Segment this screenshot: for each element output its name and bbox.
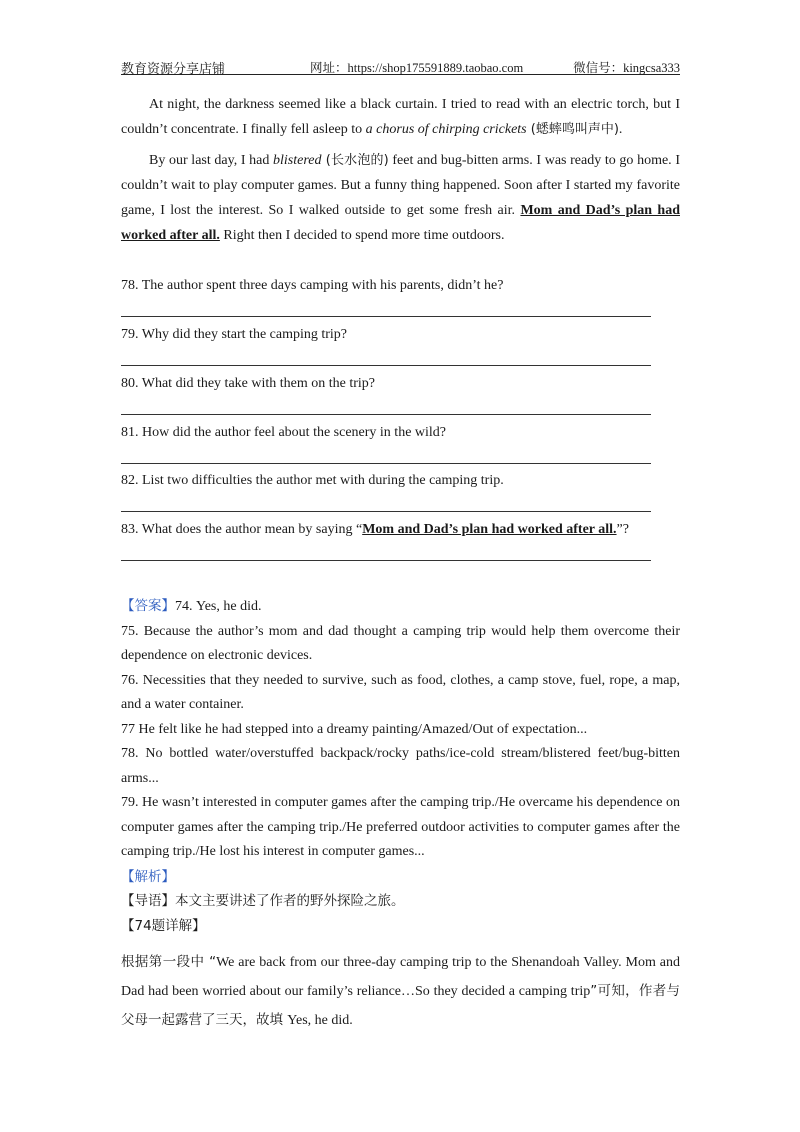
question-81: 81. How did the author feel about the scenery in the wild?	[121, 425, 447, 440]
question-83	[121, 520, 651, 540]
passage-italic-phrase: a chorus of chirping crickets	[365, 122, 527, 137]
passage-paragraph-last-day	[121, 148, 680, 248]
question-79: 79. Why did they start the camping trip?	[121, 327, 348, 342]
answer-74-text: 74. Yes, he did.	[175, 599, 262, 614]
answer-line-83	[121, 560, 651, 561]
answer-line-78	[121, 316, 651, 317]
detail-74-text	[121, 948, 680, 1035]
passage-chinese-gloss: (长水泡的)	[321, 153, 389, 168]
passage-text: At night, the darkness seemed like a black curtain. I tried to read with an electric torch, but I couldn’t concentrate. I finally fell asleep to	[121, 97, 680, 137]
answer-block	[121, 594, 680, 938]
answer-74	[121, 594, 680, 620]
header-url: 网址：https://shop175591889.taobao.com	[310, 61, 524, 75]
answer-line-81	[121, 463, 651, 464]
passage-key-sentence: Mom and Dad’s plan had worked after all.	[121, 203, 680, 243]
detail-answer: Yes, he did.	[287, 1013, 353, 1028]
question-78: 78. The author spent three days camping with his parents, didn’t he?	[121, 278, 504, 293]
passage-text: By our last day, I had	[149, 153, 274, 168]
question-82: 82. List two difficulties the author met with during the camping trip.	[121, 473, 504, 488]
detail-quote: We are back from our three-day camping trip to the Shenandoah Valley. Mom and Dad had been worried about our family’s reliance…So they decided a camping trip	[121, 955, 680, 999]
answer-79: 79. He wasn’t interested in computer games after the camping trip./He overcame his dependence on computer games after the camping trip./He preferred outdoor activities to computer games after the camping trip./He lost his interest in computer games...	[121, 795, 680, 859]
page-header	[121, 58, 680, 75]
guide-text: 【导语】本文主要讲述了作者的野外探险之旅。	[121, 893, 405, 909]
detail-text-cn-end: ”可知，作者与父母一起露营了三天，故填	[121, 983, 680, 1028]
detail-text-cn: 根据第一段中 “	[121, 954, 217, 970]
answer-76: 76. Necessities that they needed to survive, such as food, clothes, a camp stove, fuel, rope, a map, and a water container.	[121, 672, 680, 712]
passage-chinese-gloss: (蟋蟀鸣叫声中)	[526, 122, 619, 137]
passage-text: feet and bug-bitten arms. I was ready to go home. I couldn’t wait to play computer games. But a funny thing happened. Soon after I started my favorite game, I lost the interest. So I walked outside to get some fresh air.	[121, 153, 680, 218]
detail-74-label: 【74题详解】	[121, 917, 206, 934]
answer-77: 77 He felt like he had stepped into a dreamy painting/Amazed/Out of expectation...	[121, 721, 588, 737]
question-80: 80. What did they take with them on the trip?	[121, 376, 376, 391]
answer-label: 【答案】	[121, 598, 175, 614]
passage-italic-word: blistered	[273, 153, 322, 168]
answer-line-80	[121, 414, 651, 415]
passage-paragraph-night	[121, 92, 680, 142]
header-shop-name: 教育资源分享店铺	[121, 62, 226, 77]
question-83-text: 83. What does the author mean by saying “	[121, 522, 363, 537]
question-83-quote: Mom and Dad’s plan had worked after all.	[362, 522, 617, 537]
answer-line-82	[121, 511, 651, 512]
header-wechat: 微信号：kingcsa333	[573, 61, 680, 75]
answer-75: 75. Because the author’s mom and dad thought a camping trip would help them overcome their dependence on electronic devices.	[121, 623, 680, 663]
answer-78: 78. No bottled water/overstuffed backpack/rocky paths/ice-cold stream/blistered feet/bug-bitten arms...	[121, 746, 680, 786]
analysis-label: 【解析】	[121, 868, 175, 885]
answer-line-79	[121, 365, 651, 366]
question-83-text-end: ”?	[616, 522, 629, 537]
passage-text: Right then I decided to spend more time outdoors.	[219, 228, 505, 243]
passage-text: .	[618, 122, 623, 137]
